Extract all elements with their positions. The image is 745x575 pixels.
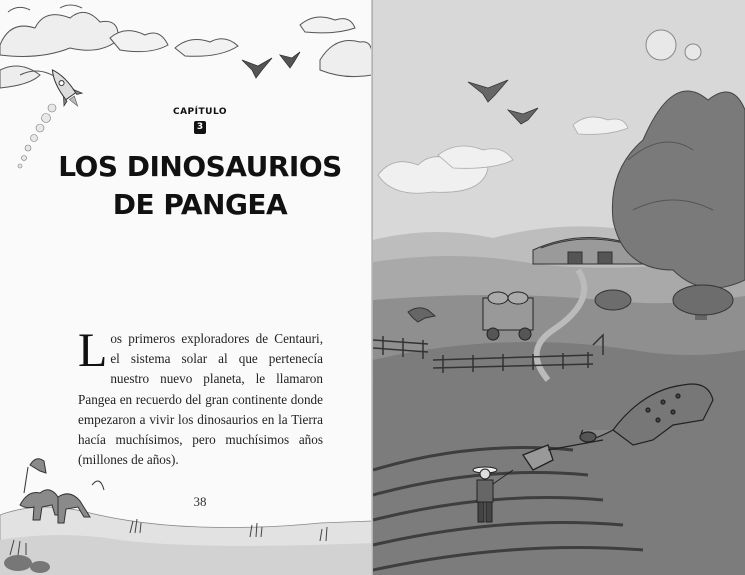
chapter-title-line-2: DE PANGEA	[112, 188, 288, 221]
drop-cap: L	[78, 324, 108, 377]
page-number: 38	[193, 494, 207, 509]
farm-scene-illustration	[373, 0, 745, 575]
chapter-label: CAPÍTULO	[172, 107, 228, 117]
right-page-illustration	[373, 0, 745, 575]
body-text: os primeros exploradores de Centauri, el sistema solar al que pertenecía nuestro nuevo planeta, le llamaron Pangea en recuerdo del gran continente donde empezaron a vivir los dinosaurios en la Tierra hacía muchísimos, pero muchísimos años (millones de años).	[78, 331, 323, 468]
left-page	[0, 0, 372, 575]
chapter-title-line-1: LOS DINOSAURIOS	[58, 150, 342, 183]
chapter-number-badge: 3	[194, 121, 206, 134]
bottom-dinosaur-illustration	[0, 445, 372, 575]
